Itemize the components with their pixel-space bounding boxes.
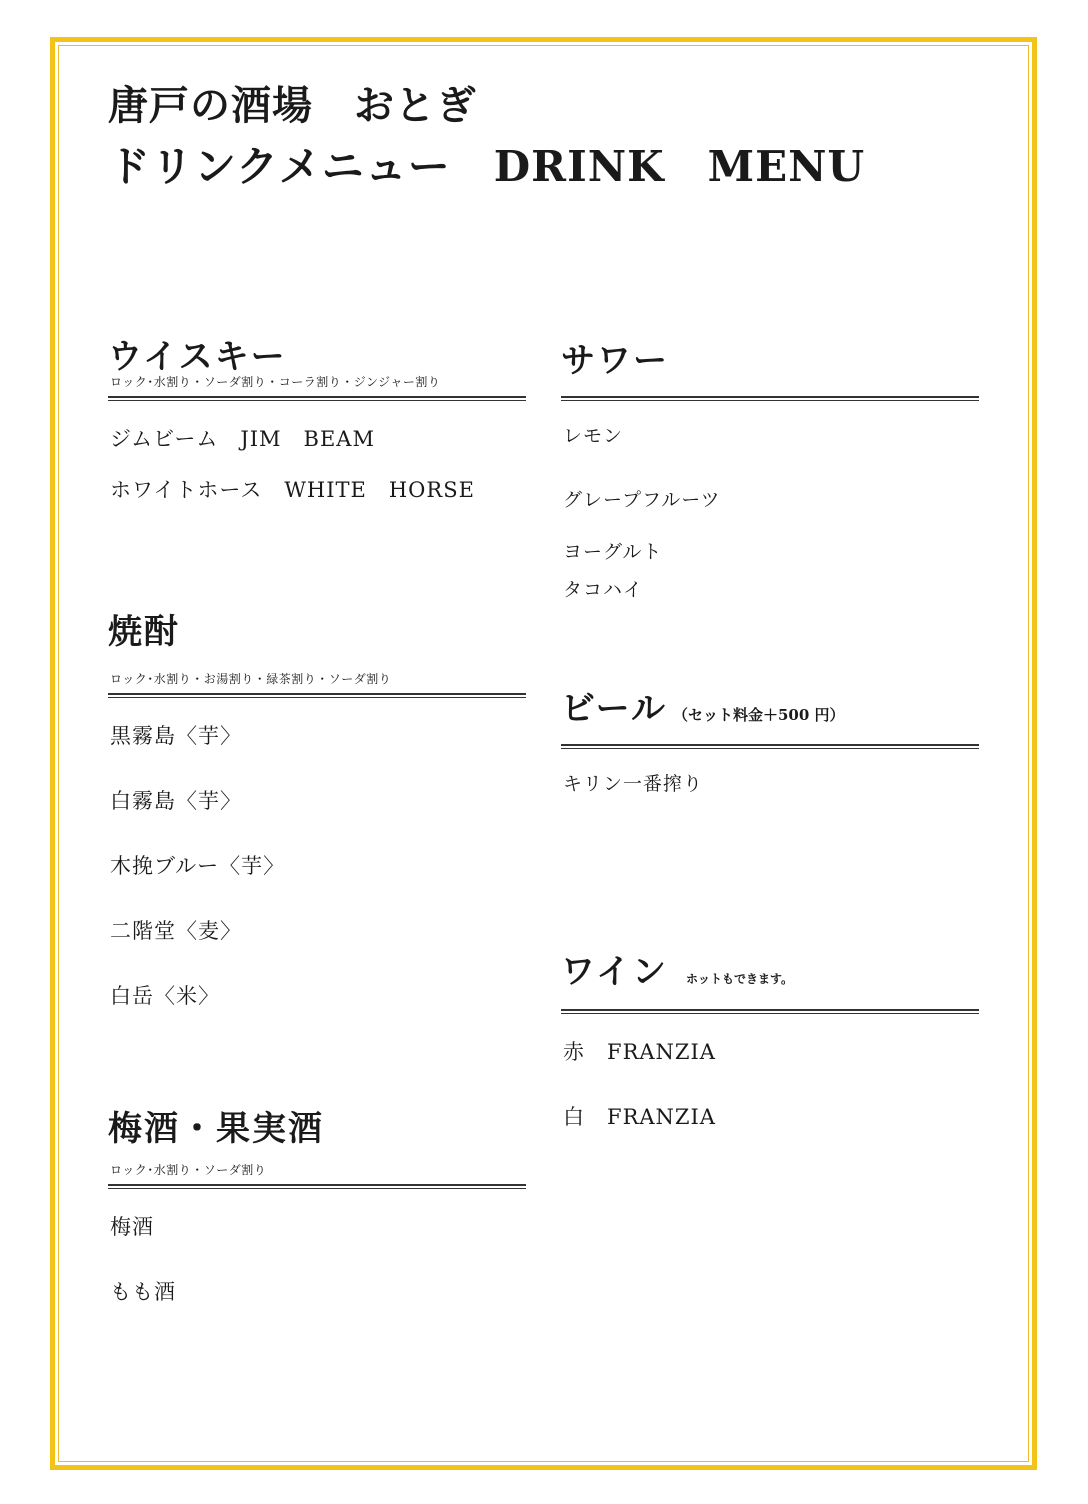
menu-item: 白霧島〈芋〉 — [110, 789, 242, 813]
section-title: 梅酒・果実酒 — [108, 1109, 324, 1149]
section-shochu — [108, 605, 526, 1045]
menu-item: 白 FRANZIA — [563, 1105, 716, 1129]
menu-item: 二階堂〈麦〉 — [110, 919, 242, 943]
menu-item: 赤 FRANZIA — [563, 1040, 716, 1064]
section-title — [561, 681, 845, 730]
shop-name: 唐戸の酒場 おとぎ — [108, 83, 477, 129]
section-wine — [561, 945, 979, 1166]
menu-item: タコハイ — [563, 579, 644, 601]
section-subtitle: ロック･水割り・ソーダ割り・コーラ割り・ジンジャー割り — [110, 375, 441, 389]
section-title: ウイスキー — [108, 337, 287, 377]
section-title — [561, 944, 793, 993]
menu-item: ジムビーム JIM BEAM — [110, 427, 375, 451]
section-rule — [108, 1184, 526, 1189]
section-subtitle: ロック･水割り・お湯割り・緑茶割り・ソーダ割り — [110, 672, 392, 686]
menu-item: 梅酒 — [110, 1215, 154, 1239]
menu-item: 白岳〈米〉 — [110, 984, 220, 1008]
section-rule — [108, 693, 526, 698]
menu-title: ドリンクメニュー DRINK MENU — [108, 142, 866, 191]
section-beer — [561, 682, 979, 809]
section-rule — [561, 396, 979, 401]
section-title-text: ビール — [561, 689, 667, 729]
menu-item: ヨーグルト — [563, 541, 663, 563]
menu-item: もも酒 — [110, 1280, 176, 1304]
section-umeshu — [108, 1102, 526, 1341]
menu-item: 黒霧島〈芋〉 — [110, 724, 242, 748]
section-note: （セット料金＋500 円） — [672, 706, 845, 724]
section-whisky — [108, 332, 526, 525]
section-rule — [561, 1009, 979, 1014]
section-sour — [561, 332, 979, 613]
menu-item: ホワイトホース WHITE HORSE — [110, 478, 475, 502]
section-rule — [108, 396, 526, 401]
section-note: ホットもできます。 — [685, 972, 794, 986]
section-title-text: ワイン — [561, 952, 668, 992]
menu-item: キリン一番搾り — [563, 773, 704, 795]
section-rule — [561, 744, 979, 749]
section-title: 焼酎 — [108, 612, 180, 652]
menu-item: レモン — [563, 425, 624, 447]
section-title: サワー — [561, 341, 669, 381]
section-subtitle: ロック･水割り・ソーダ割り — [110, 1163, 267, 1177]
menu-item: 木挽ブルー〈芋〉 — [110, 854, 286, 878]
menu-item: グレープフルーツ — [563, 489, 721, 511]
